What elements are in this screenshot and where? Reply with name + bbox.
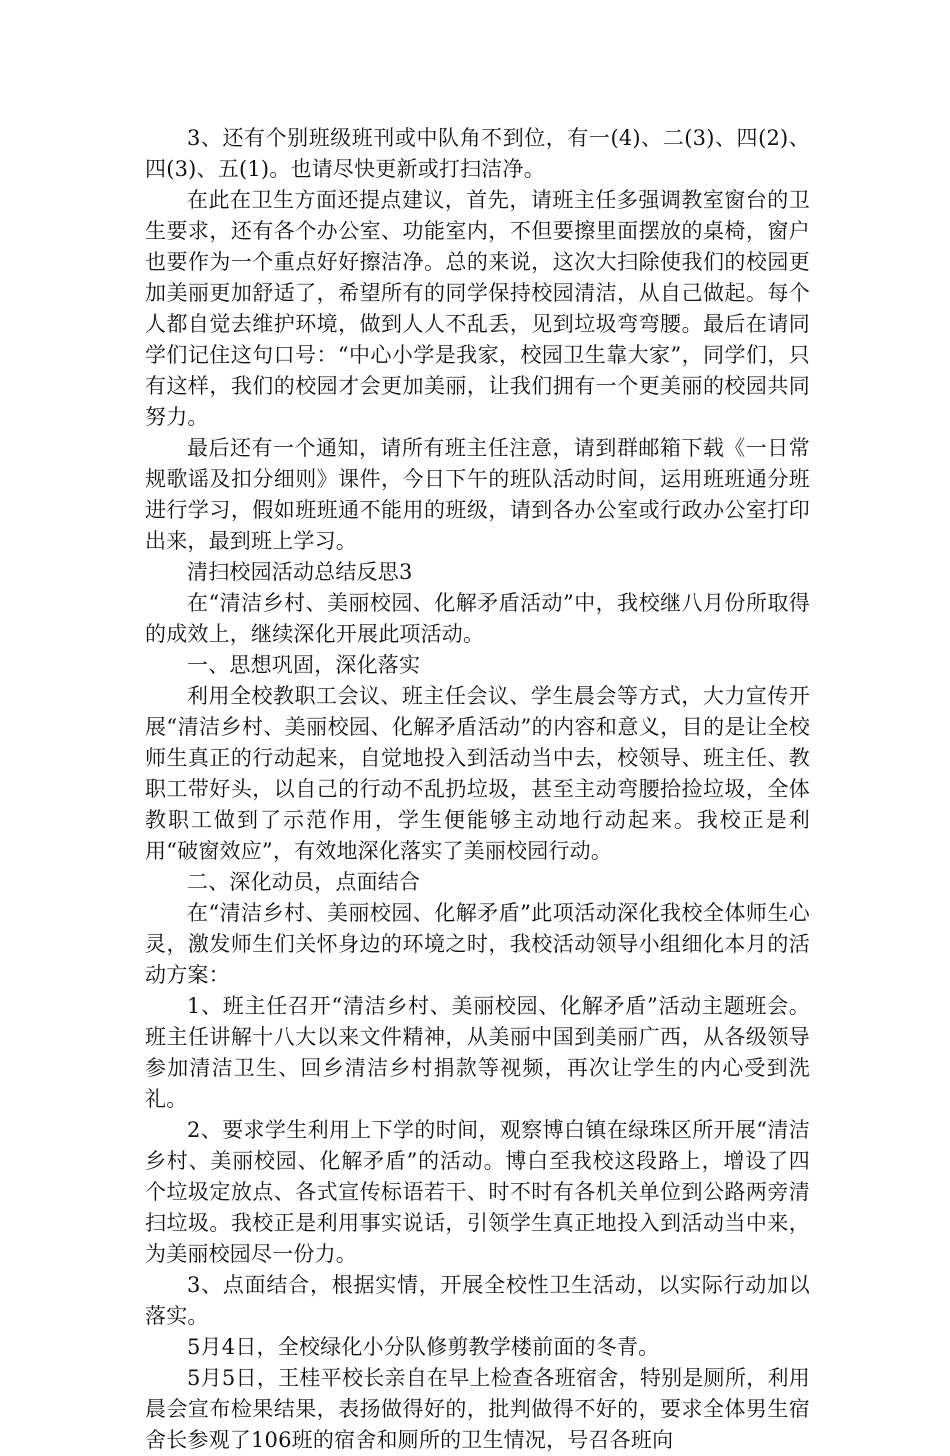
paragraph-9: 在“清洁乡村、美丽校园、化解矛盾”此项活动深化我校全体师生心灵，激发师生们关怀身边的环境之时，我校活动领导小组细化本月的活动方案： — [145, 901, 810, 987]
paragraph-3: 最后还有一个通知，请所有班主任注意，请到群邮箱下载《一日常规歌谣及扣分细则》课件，今日下午的班队活动时间，运用班班通分班进行学习，假如班班通不能用的班级，请到各办公室或行政办公室打印出来，最到班上学习。 — [145, 436, 810, 553]
section-title: 清扫校园活动总结反思3 — [187, 560, 413, 584]
paragraph-2: 在此在卫生方面还提点建议，首先，请班主任多强调教室窗台的卫生要求，还有各个办公室、功能室内，不但要擦里面摆放的桌椅，窗户也要作为一个重点好好擦洁净。总的来说，这次大扫除使我们的校园更加美丽更加舒适了，希望所有的同学保持校园清洁，从自己做起。每个人都自觉去维护环境，做到人人不乱丢，见到垃圾弯弯腰。最后在请同学们记住这句口号：“中心小学是我家，校园卫生靠大家”，同学们，只有这样，我们的校园才会更加美丽，让我们拥有一个更美丽的校园共同努力。 — [145, 188, 810, 429]
paragraph-14: 5月5日，王桂平校长亲自在早上检查各班宿舍，特别是厕所，利用晨会宣布检果结果，表扬做得好的，批判做得不好的，要求全体男生宿舍长参观了106班的宿舍和厕所的卫生情况，号召各班向 — [145, 1366, 810, 1452]
paragraph-10: 1、班主任召开“清洁乡村、美丽校园、化解矛盾”活动主题班会。班主任讲解十八大以来文件精神，从美丽中国到美丽广西，从各级领导参加清洁卫生、回乡清洁乡村捐款等视频，再次让学生的内心受到洗礼。 — [145, 994, 810, 1111]
paragraph-12: 3、点面结合，根据实情，开展全校性卫生活动，以实际行动加以落实。 — [145, 1273, 810, 1328]
paragraph-7: 利用全校教职工会议、班主任会议、学生晨会等方式，大力宣传开展“清洁乡村、美丽校园、化解矛盾活动”的内容和意义，目的是让全校师生真正的行动起来，自觉地投入到活动当中去，校领导、班主任、教职工带好头，以自己的行动不乱扔垃圾，甚至主动弯腰拾捡垃圾，全体教职工做到了示范作用，学生便能够主动地行动起来。我校正是利用“破窗效应”，有效地深化落实了美丽校园行动。 — [145, 684, 810, 863]
document-body — [145, 123, 810, 1456]
paragraph-5: 在“清洁乡村、美丽校园、化解矛盾活动”中，我校继八月份所取得的成效上，继续深化开展此项活动。 — [145, 591, 810, 646]
paragraph-13: 5月4日，全校绿化小分队修剪教学楼前面的冬青。 — [187, 1335, 660, 1359]
heading-1: 一、思想巩固，深化落实 — [187, 653, 421, 677]
heading-2: 二、深化动员，点面结合 — [187, 870, 421, 894]
paragraph-11: 2、要求学生利用上下学的时间，观察博白镇在绿珠区所开展“清洁乡村、美丽校园、化解矛盾”的活动。博白至我校这段路上，增设了四个垃圾定放点、各式宣传标语若干、时不时有各机关单位到公路两旁清扫垃圾。我校正是利用事实说话，引领学生真正地投入到活动当中来，为美丽校园尽一份力。 — [145, 1118, 810, 1266]
paragraph-1: 3、还有个别班级班刊或中队角不到位，有一(4)、二(3)、四(2)、四(3)、五(1)。也请尽快更新或打扫洁净。 — [145, 126, 810, 181]
